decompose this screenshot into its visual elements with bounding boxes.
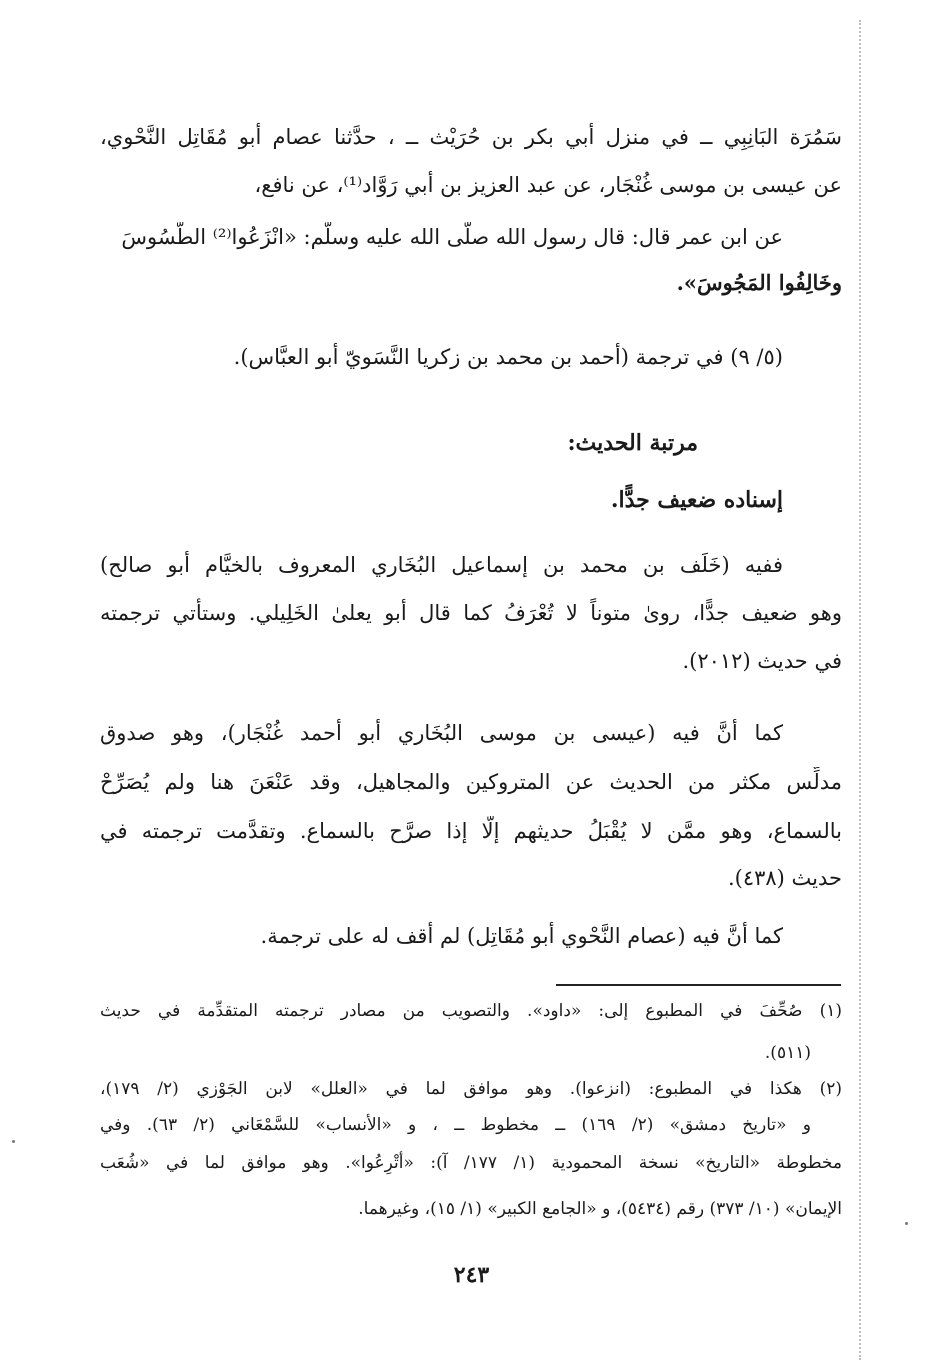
analysis-p2-line-2: مدلِّس مكثر من الحديث عن المتروكين والمجاهيل، وقد عَنْعَنَ هنا ولم يُصَرِّحْ (100, 770, 842, 794)
analysis-p1-line-1: ففيه (خَلَف بن محمد بن إسماعيل البُخَاري المعروف بالخيَّام أبو صالح) (100, 553, 783, 577)
hadith-line-3: عن ابن عمر قال: قال رسول الله صلَّى الله عليه وسلَّم: «انْزَعُوا⁽²⁾ الطُّسُوسَ (121, 225, 783, 249)
hadith-line-1: سَمُرَة البَانِبِي ــ في منزل أبي بكر بن حُرَيْث ــ ، حدَّثنا عصام أبو مُقَاتِل النَّحْوي، (100, 125, 842, 149)
footnote-1-line-1: (١) صُحِّفَ في المطبوع إلى: «داود». والتصويب من مصادر ترجمته المتقدِّمة في حديث (100, 1001, 842, 1021)
footnote-2-line-4: الإيمان» (١٠/ ٣٧٣) رقم (٥٤٣٤)، و «الجامع الكبير» (١/ ١٥)، وغيرهما. (358, 1199, 842, 1219)
footnote-2-line-1: (٢) هكذا في المطبوع: (انزعوا). وهو موافق لما في «العلل» لابن الجَوْزي (٢/ ١٧٩)، (100, 1079, 842, 1099)
analysis-p2-line-1: كما أنَّ فيه (عيسى بن موسى البُخَاري أبو أحمد غُنْجَار)، وهو صدوق (100, 721, 783, 745)
analysis-p2-line-3: بالسماع، وهو ممَّن لا يُقْبَلُ حديثهم إلَّا إذا صرَّح بالسماع. وتقدَّمت ترجمته في (100, 819, 842, 843)
margin-dotted-line (857, 20, 861, 1360)
page-number: ٢٤٣ (453, 1262, 490, 1288)
footnote-separator (556, 984, 841, 986)
analysis-p1-line-3: في حديث (٢٠١٢). (682, 649, 842, 673)
footnote-1-line-2: (٥١١). (764, 1043, 811, 1063)
grading-heading: مرتبة الحديث: (567, 430, 698, 456)
analysis-p3: كما أنَّ فيه (عصام النَّحْوي أبو مُقَاتِل) لم أقف له على ترجمة. (260, 924, 783, 948)
translation-note: (٥/ ٩) في ترجمة (أحمد بن محمد بن زكريا النَّسَويّ أبو العبَّاس). (233, 345, 783, 369)
footnote-2-line-2: و «تاريخ دمشق» (٢/ ١٦٩) ــ مخطوط ــ ، و «الأنساب» للسَّمْعَاني (٢/ ٦٣). وفي (100, 1115, 811, 1135)
scan-speck (12, 1140, 15, 1143)
analysis-p1-line-2: وهو ضعيف جدًّا، روىٰ متوناً لا تُعْرَفُ كما قال أبو يعلىٰ الخَلِيلي. وستأتي ترجمته (100, 601, 842, 625)
analysis-p2-line-4: حديث (٤٣٨). (727, 866, 842, 890)
footnote-2-line-3: مخطوطة «التاريخ» نسخة المحمودية (١/ ١٧٧/ آ): «أتْرِعُوا». وهو موافق لما في «شُعَب (100, 1153, 842, 1173)
hadith-line-2: عن عيسى بن موسى غُنْجَار، عن عبد العزيز بن أبي رَوَّاد⁽¹⁾، عن نافع، (254, 173, 842, 197)
grading-verdict: إسناده ضعيف جدًّا. (610, 487, 783, 513)
hadith-line-4: وخَالِفُوا المَجُوسَ». (676, 270, 842, 295)
scan-speck (905, 1222, 908, 1225)
